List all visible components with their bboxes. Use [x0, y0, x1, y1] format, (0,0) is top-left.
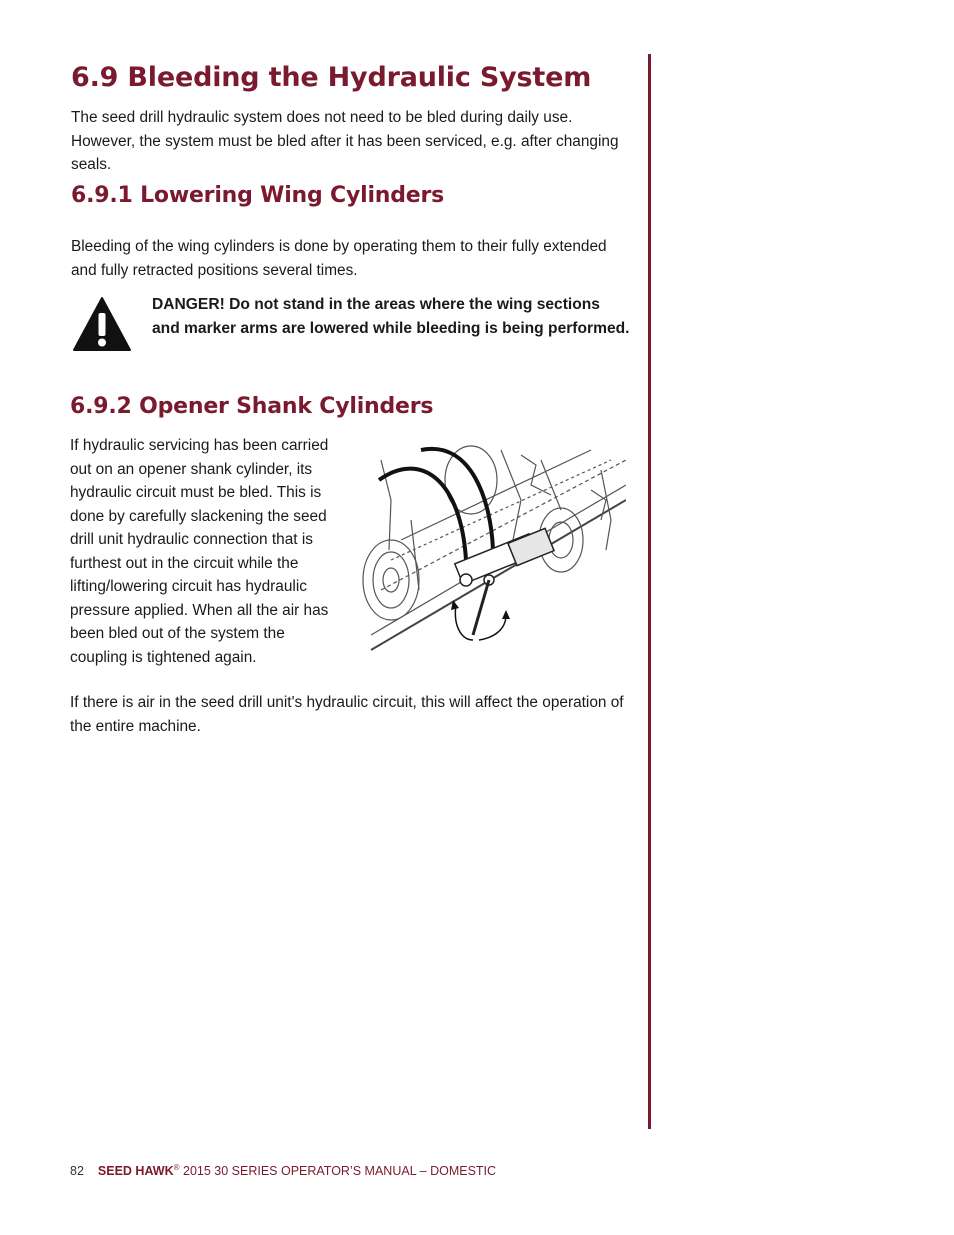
- footer-manual-title: 2015 30 SERIES OPERATOR’S MANUAL – DOMESTIC: [179, 1164, 497, 1179]
- page-footer: [70, 1163, 496, 1178]
- air-in-circuit-paragraph: If there is air in the seed drill unit's hydraulic circuit, this will affect the operation of the entire machine.: [70, 694, 624, 735]
- danger-warning-text: DANGER! Do not stand in the areas where the wing sections and marker arms are lowered while bleeding is being performed.: [152, 296, 630, 337]
- registered-mark: ®: [173, 1163, 180, 1172]
- page-number: 82: [70, 1164, 84, 1179]
- intro-paragraph: The seed drill hydraulic system does not need to be bled during daily use. However, the system must be bled after it has been serviced, e.g. after changing seals.: [71, 109, 619, 173]
- wing-cylinders-paragraph: Bleeding of the wing cylinders is done by operating them to their fully extended and fully retracted positions several times.: [71, 238, 607, 279]
- opener-cylinders-paragraph: If hydraulic servicing has been carried out on an opener shank cylinder, its hydraulic circuit must be bled. This is done by carefully slackening the seed drill unit hydraulic connection that is furthest out in the circuit while the lifting/lowering circuit has hydraulic pressure applied. When all the air has been bled out of the system the coupling is tightened again.: [70, 437, 329, 666]
- wing-cylinders-heading: 6.9.1 Lowering Wing Cylinders: [71, 183, 445, 208]
- page-title: 6.9 Bleeding the Hydraulic System: [71, 62, 592, 93]
- footer-brand: SEED HAWK: [97, 1164, 174, 1179]
- opener-cylinders-heading: 6.9.2 Opener Shank Cylinders: [70, 394, 434, 419]
- warning-triangle-icon: [72, 296, 132, 352]
- margin-rule: [648, 54, 651, 1129]
- opener-cylinder-illustration: [361, 440, 626, 658]
